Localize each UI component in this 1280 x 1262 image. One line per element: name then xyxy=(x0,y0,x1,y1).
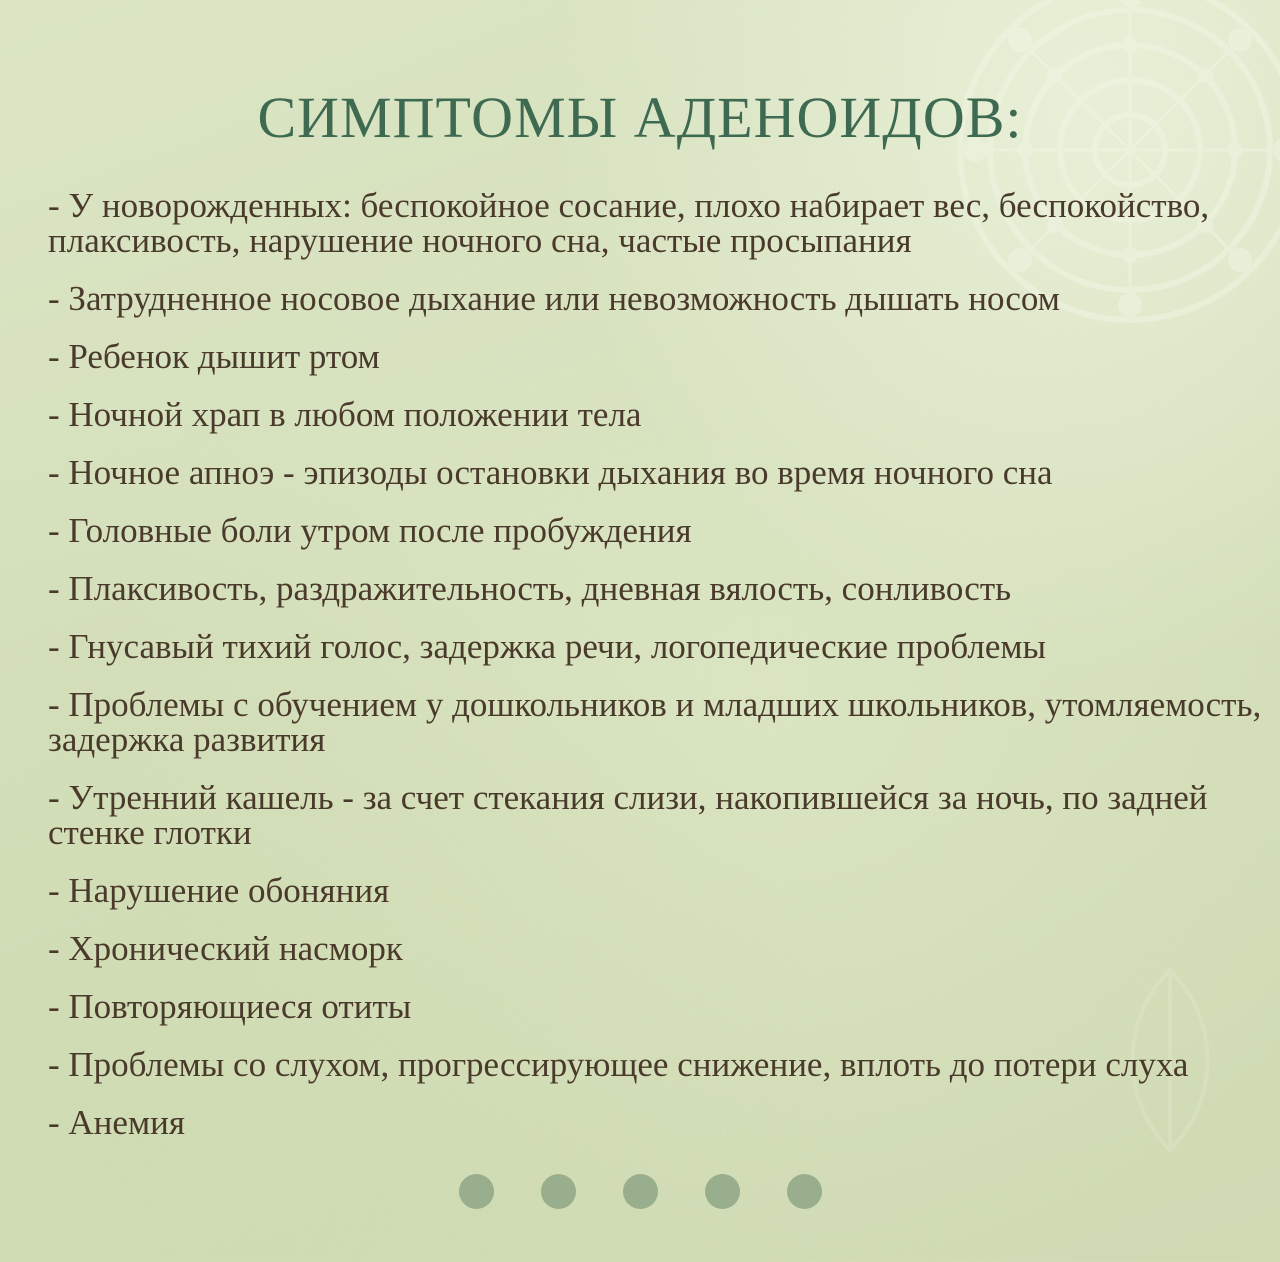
list-item: - Ночной храп в любом положении тела xyxy=(48,395,642,434)
symptoms-list xyxy=(48,188,1268,1163)
list-item: - Утренний кашель - за счет стекания слизи, накопившейся за ночь, по задней стенке глотки xyxy=(48,778,1208,852)
list-item: - У новорожденных: беспокойное сосание, плохо набирает вес, беспокойство, плаксивость, нарушение ночного сна, частые просыпания xyxy=(48,186,1210,260)
list-item: - Ночное апноэ - эпизоды остановки дыхания во время ночного сна xyxy=(48,453,1053,492)
list-item: - Нарушение обоняния xyxy=(48,871,390,910)
carousel-dot[interactable] xyxy=(705,1174,740,1209)
list-item: - Хронический насморк xyxy=(48,929,403,968)
list-item: - Повторяющиеся отиты xyxy=(48,987,412,1026)
list-item: - Гнусавый тихий голос, задержка речи, логопедические проблемы xyxy=(48,627,1047,666)
page-title: СИМПТОМЫ АДЕНОИДОВ: xyxy=(257,85,1023,150)
list-item: - Плаксивость, раздражительность, дневная вялость, сонливость xyxy=(48,569,1012,608)
list-item: - Ребенок дышит ртом xyxy=(48,337,380,376)
list-item: - Головные боли утром после пробуждения xyxy=(48,511,692,550)
carousel-dot[interactable] xyxy=(787,1174,822,1209)
carousel-dot[interactable] xyxy=(623,1174,658,1209)
list-item: - Проблемы со слухом, прогрессирующее снижение, вплоть до потери слуха xyxy=(48,1045,1189,1084)
list-item: - Проблемы с обучением у дошкольников и младших школьников, утомляемость, задержка развития xyxy=(48,685,1262,759)
list-item: - Затрудненное носовое дыхание или невозможность дышать носом xyxy=(48,279,1060,318)
carousel-dot[interactable] xyxy=(459,1174,494,1209)
carousel-dot[interactable] xyxy=(541,1174,576,1209)
carousel-pagination xyxy=(459,1174,822,1209)
list-item: - Анемия xyxy=(48,1103,185,1142)
